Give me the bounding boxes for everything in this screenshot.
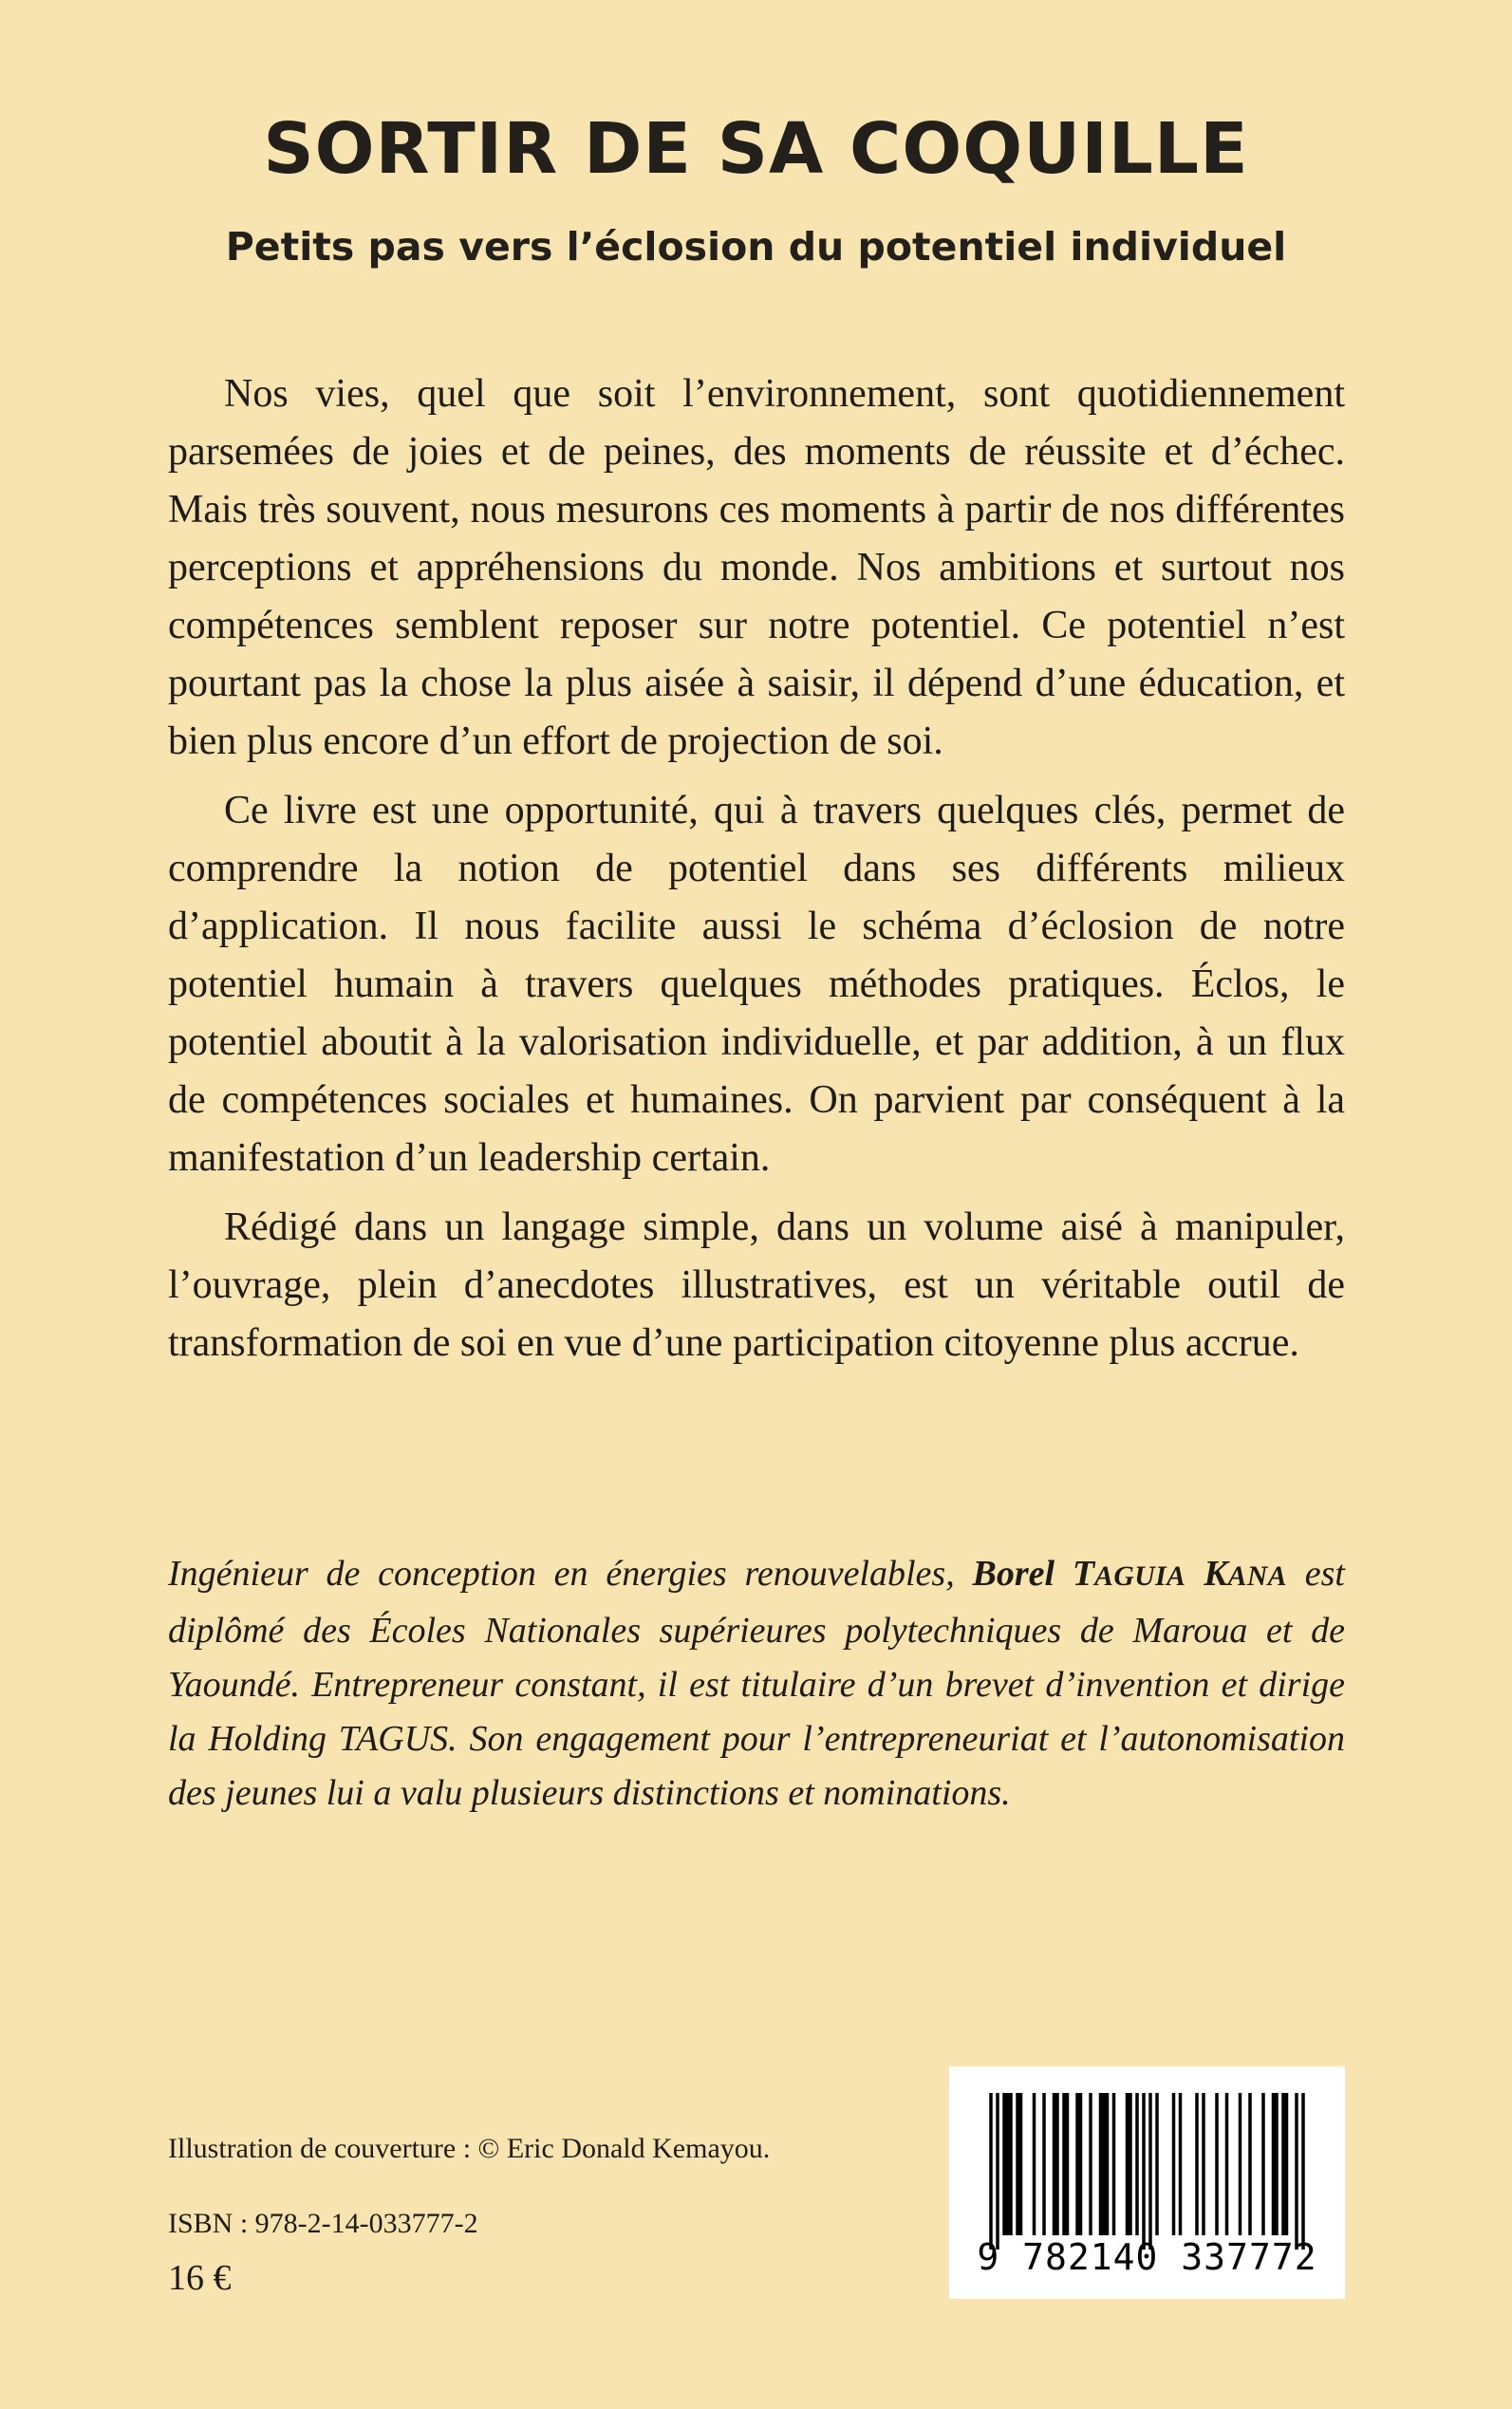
barcode-bar-9 bbox=[1089, 2093, 1092, 2235]
barcode-bar-21 bbox=[1215, 2093, 1219, 2235]
barcode-bar-3 bbox=[1016, 2093, 1022, 2235]
barcode-bar-13 bbox=[1135, 2093, 1139, 2235]
barcode-bar-29 bbox=[1301, 2093, 1305, 2250]
barcode-bar-8 bbox=[1075, 2093, 1082, 2235]
price: 16 € bbox=[168, 2258, 232, 2298]
barcode-bar-16 bbox=[1155, 2093, 1159, 2235]
blurb-paragraph-2: Ce livre est une opportunité, qui à travers quelques clés, permet de comprendre la notion de potentiel dans ses différents milieux d’application. Il nous facilite aussi le schéma d’éclosion de notre potentiel humain à travers quelques méthodes pratiques. Éclos, le potentiel aboutit à la valorisation individuelle, et par addition, à un flux de compétences sociales et humaines. On parvient par conséquent à la manifestation d’un leadership certain. bbox=[168, 789, 1345, 1180]
barcode-bar-14 bbox=[1142, 2093, 1146, 2250]
barcode-bar-11 bbox=[1112, 2093, 1116, 2235]
barcode-bar-5 bbox=[1042, 2093, 1046, 2235]
blurb-paragraph-3: Rédigé dans un langage simple, dans un volume aisé à manipuler, l’ouvrage, plein d’anecdotes illustratives, est un véritable outil de transformation de soi en vue d’une participation citoyenne plus accrue. bbox=[168, 1205, 1345, 1365]
barcode-bar-24 bbox=[1248, 2093, 1252, 2235]
barcode-bar-19 bbox=[1195, 2093, 1199, 2235]
book-subtitle: Petits pas vers l’éclosion du potentiel individuel bbox=[225, 224, 1287, 270]
barcode-bar-25 bbox=[1261, 2093, 1265, 2235]
barcode-bar-26 bbox=[1272, 2093, 1279, 2235]
author-bio-text: est diplômé des Écoles Nationales supérieures polytechniques de Maroua et de Yaoundé. Entrepreneur constant, il est titulaire d’un brevet d’invention et dirige la Holding TAGUS. Son engagement pour l’entrepreneuriat et l’autonomisation des jeunes lui a valu plusieurs distinctions et nominations. bbox=[168, 1554, 1345, 1813]
author-bio-intro: Ingénieur de conception en énergies renouvelables, bbox=[168, 1554, 973, 1594]
author-bio bbox=[168, 1547, 1345, 1821]
isbn: ISBN : 978-2-14-033777-2 bbox=[168, 2208, 478, 2239]
barcode-bar-10 bbox=[1099, 2093, 1110, 2235]
barcode-bar-7 bbox=[1062, 2093, 1069, 2235]
barcode-bar-4 bbox=[1033, 2093, 1036, 2235]
author-name: Borel TAGUIA KANA bbox=[972, 1554, 1287, 1594]
barcode-bar-1 bbox=[996, 2093, 999, 2250]
barcode-bar-0 bbox=[989, 2093, 993, 2250]
barcode bbox=[949, 2066, 1345, 2299]
barcode-bar-28 bbox=[1295, 2093, 1298, 2250]
illustration-credit: Illustration de couverture : © Eric Donald Kemayou. bbox=[168, 2133, 771, 2164]
barcode-bar-12 bbox=[1126, 2093, 1132, 2235]
barcode-digits: 9 782140 337772 bbox=[977, 2236, 1317, 2278]
barcode-bar-2 bbox=[1002, 2093, 1013, 2235]
blurb-paragraph-1: Nos vies, quel que soit l’environnement, sont quotidiennement parsemées de joies et de peines, des moments de réussite et d’échec. Mais très souvent, nous mesurons ces moments à partir de nos différentes perceptions et appréhensions du monde. Nos ambitions et surtout nos compétences semblent reposer sur notre potentiel. Ce potentiel n’est pourtant pas la chose la plus aisée à saisir, il dépend d’une éducation, et bien plus encore d’un effort de projection de soi. bbox=[168, 372, 1345, 763]
barcode-bar-17 bbox=[1172, 2093, 1176, 2235]
book-title: SORTIR DE SA COQUILLE bbox=[263, 108, 1249, 190]
barcode-bar-15 bbox=[1148, 2093, 1152, 2250]
barcode-bar-20 bbox=[1202, 2093, 1205, 2235]
barcode-bar-18 bbox=[1179, 2093, 1183, 2235]
barcode-bar-22 bbox=[1225, 2093, 1229, 2235]
barcode-bar-27 bbox=[1281, 2093, 1288, 2235]
barcode-bar-23 bbox=[1239, 2093, 1242, 2235]
blurb bbox=[168, 365, 1345, 1384]
barcode-bar-6 bbox=[1053, 2093, 1059, 2235]
